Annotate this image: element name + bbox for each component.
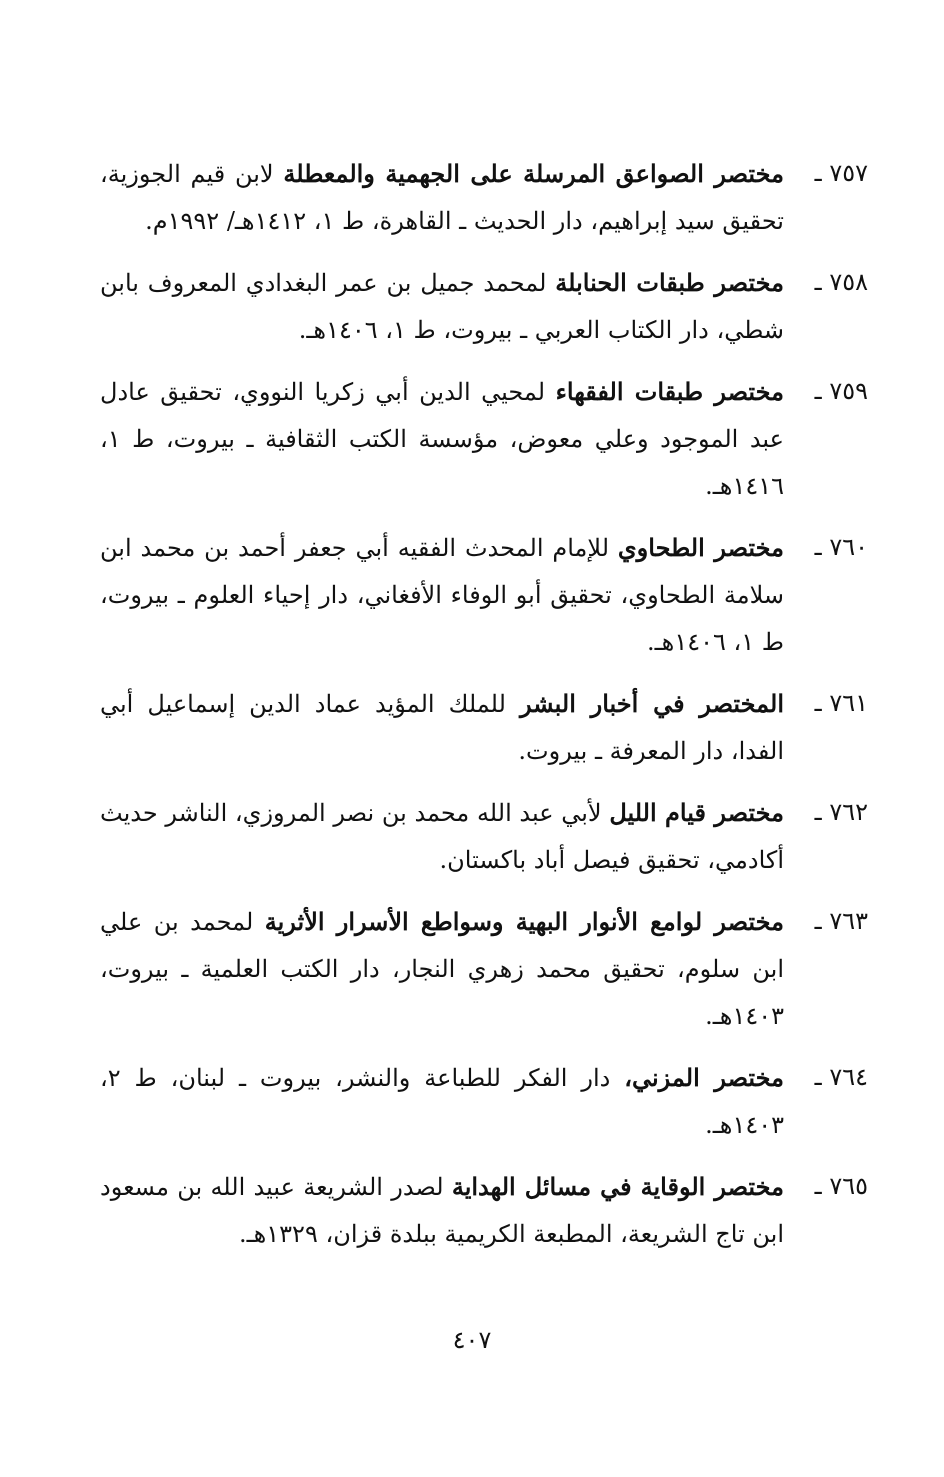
entry-text: لمحيي الدين أبي زكريا النووي، تحقيق عادل عبد الموجود وعلي معوض، مؤسسة الكتب الثقافية ـ بيروت، ط ١، ١٤١٦هـ.	[100, 378, 784, 500]
bibliography-entry	[100, 150, 868, 245]
entry-body	[100, 1054, 784, 1149]
bibliography-list	[100, 150, 868, 1272]
entry-title: مختصر قيام الليل	[609, 798, 784, 827]
entry-title: مختصر الوقاية في مسائل الهداية	[451, 1172, 784, 1201]
entry-number: ٧٦١ ـ	[814, 689, 868, 717]
entry-text: لأبي عبد الله محمد بن نصر المروزي، الناشر حديث أكادمي، تحقيق فيصل أباد باكستان.	[100, 799, 784, 874]
entry-number: ٧٦٢ ـ	[814, 798, 868, 826]
entry-number: ٧٦٤ ـ	[814, 1063, 868, 1091]
entry-title: المختصر في أخبار البشر	[519, 689, 784, 718]
entry-number: ٧٦٠ ـ	[814, 533, 868, 561]
entry-title: مختصر لوامع الأنوار البهية وسواطع الأسرار الأثرية	[264, 907, 784, 936]
entry-body	[100, 789, 784, 884]
entry-text: للملك المؤيد عماد الدين إسماعيل أبي الفدا، دار المعرفة ـ بيروت.	[100, 690, 784, 765]
bibliography-entry	[100, 259, 868, 354]
entry-number: ٧٦٣ ـ	[814, 907, 868, 935]
entry-text: لمحمد جميل بن عمر البغدادي المعروف بابن شطي، دار الكتاب العربي ـ بيروت، ط ١، ١٤٠٦هـ.	[100, 269, 784, 344]
entry-body	[100, 898, 784, 1040]
entry-title: مختصر طبقات الحنابلة	[555, 268, 784, 297]
entry-text: دار الفكر للطباعة والنشر، بيروت ـ لبنان، ط ٢، ١٤٠٣هـ.	[100, 1064, 784, 1139]
entry-body	[100, 524, 784, 666]
entry-title: مختصر الصواعق المرسلة على الجهمية والمعطلة	[283, 159, 784, 188]
bibliography-entry	[100, 1054, 868, 1149]
bibliography-entry	[100, 789, 868, 884]
entry-text: لمحمد بن علي ابن سلوم، تحقيق محمد زهري النجار، دار الكتب العلمية ـ بيروت، ١٤٠٣هـ.	[100, 908, 784, 1030]
entry-title: مختصر طبقات الفقهاء	[555, 377, 784, 406]
bibliography-entry	[100, 680, 868, 775]
entry-number: ٧٥٩ ـ	[814, 377, 868, 405]
entry-title: مختصر المزني،	[624, 1063, 785, 1092]
entry-body	[100, 150, 784, 245]
bibliography-entry	[100, 1163, 868, 1258]
entry-number: ٧٥٧ ـ	[814, 159, 868, 187]
entry-text: لصدر الشريعة عبيد الله بن مسعود ابن تاج الشريعة، المطبعة الكريمية ببلدة قزان، ١٣٢٩هـ.	[100, 1173, 784, 1248]
bibliography-entry	[100, 368, 868, 510]
entry-body	[100, 368, 784, 510]
entry-body	[100, 259, 784, 354]
page-number: ٤٠٧	[452, 1326, 492, 1354]
entry-number: ٧٦٥ ـ	[814, 1172, 868, 1200]
entry-body	[100, 680, 784, 775]
bibliography-entry	[100, 898, 868, 1040]
bibliography-entry	[100, 524, 868, 666]
entry-text: للإمام المحدث الفقيه أبي جعفر أحمد بن محمد ابن سلامة الطحاوي، تحقيق أبو الوفاء الأفغاني، دار إحياء العلوم ـ بيروت، ط ١، ١٤٠٦هـ.	[100, 534, 784, 656]
entry-title: مختصر الطحاوي	[617, 533, 784, 562]
entry-number: ٧٥٨ ـ	[814, 268, 868, 296]
entry-text: لابن قيم الجوزية، تحقيق سيد إبراهيم، دار الحديث ـ القاهرة، ط ١، ١٤١٢هـ/ ١٩٩٢م.	[100, 160, 784, 235]
entry-body	[100, 1163, 784, 1258]
